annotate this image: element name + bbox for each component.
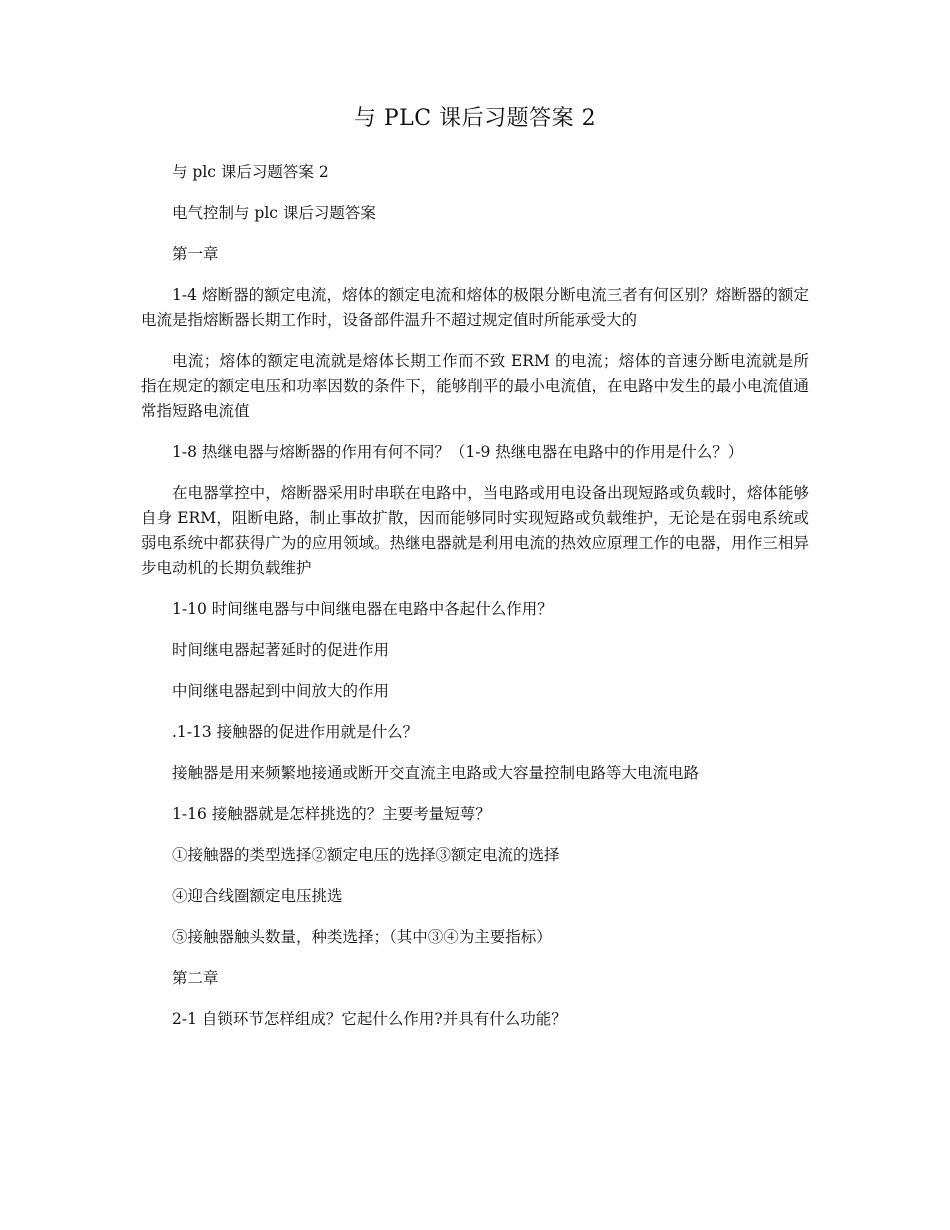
question-paragraph: 1-16 接触器就是怎样挑选的？主要考量短萼？ <box>172 805 491 823</box>
question-paragraph: 1-8 热继电器与熔断器的作用有何不同？（1-9 热继电器在电路中的作用是什么？） <box>172 443 744 461</box>
chapter-heading: 第一章 <box>172 245 219 263</box>
answer-paragraph: 在电器掌控中，熔断器采用时串联在电路中，当电路或用电设备出现短路或负载时，熔体能够自身 ERM，阻断电路，制止事故扩散，因而能够同时实现短路或负载维护，无论是在弱电系统或弱电系统中都获得广为的应用领域。热继电器就是利用电流的热效应原理工作的电器，用作三相异步电动机的长期负载维护 <box>141 484 809 577</box>
answer-paragraph: 时间继电器起著延时的促进作用 <box>172 641 390 659</box>
answer-paragraph: ⑤接触器触头数量，种类选择；（其中③④为主要指标） <box>172 928 552 946</box>
document-body <box>141 160 809 1048</box>
document-title: 与 PLC 课后习题答案 2 <box>353 106 597 131</box>
answer-paragraph: 接触器是用来频繁地接通或断开交直流主电路或大容量控制电路等大电流电路 <box>172 764 700 782</box>
answer-paragraph: 电流；熔体的额定电流就是熔体长期工作而不致 ERM 的电流；熔体的音速分断电流就是所指在规定的额定电压和功率因数的条件下，能够削平的最小电流值，在电路中发生的最小电流值通常指短路电流值 <box>141 352 809 420</box>
question-paragraph: 1-4 熔断器的额定电流，熔体的额定电流和熔体的极限分断电流三者有何区别？熔断器的额定电流是指熔断器长期工作时，设备部件温升不超过规定值时所能承受大的 <box>141 286 809 329</box>
question-paragraph: .1-13 接触器的促进作用就是什么？ <box>172 723 419 741</box>
chapter-heading: 第二章 <box>172 969 219 987</box>
answer-paragraph: ①接触器的类型选择②额定电压的选择③额定电流的选择 <box>172 846 560 864</box>
question-paragraph: 2-1 自锁环节怎样组成？它起什么作用?并具有什么功能？ <box>172 1010 567 1028</box>
paragraph: 与 plc 课后习题答案 2 <box>172 163 329 181</box>
paragraph: 电气控制与 plc 课后习题答案 <box>172 204 376 222</box>
answer-paragraph: ④迎合线圈额定电压挑选 <box>172 887 343 905</box>
answer-paragraph: 中间继电器起到中间放大的作用 <box>172 682 390 700</box>
question-paragraph: 1-10 时间继电器与中间继电器在电路中各起什么作用？ <box>172 600 553 618</box>
